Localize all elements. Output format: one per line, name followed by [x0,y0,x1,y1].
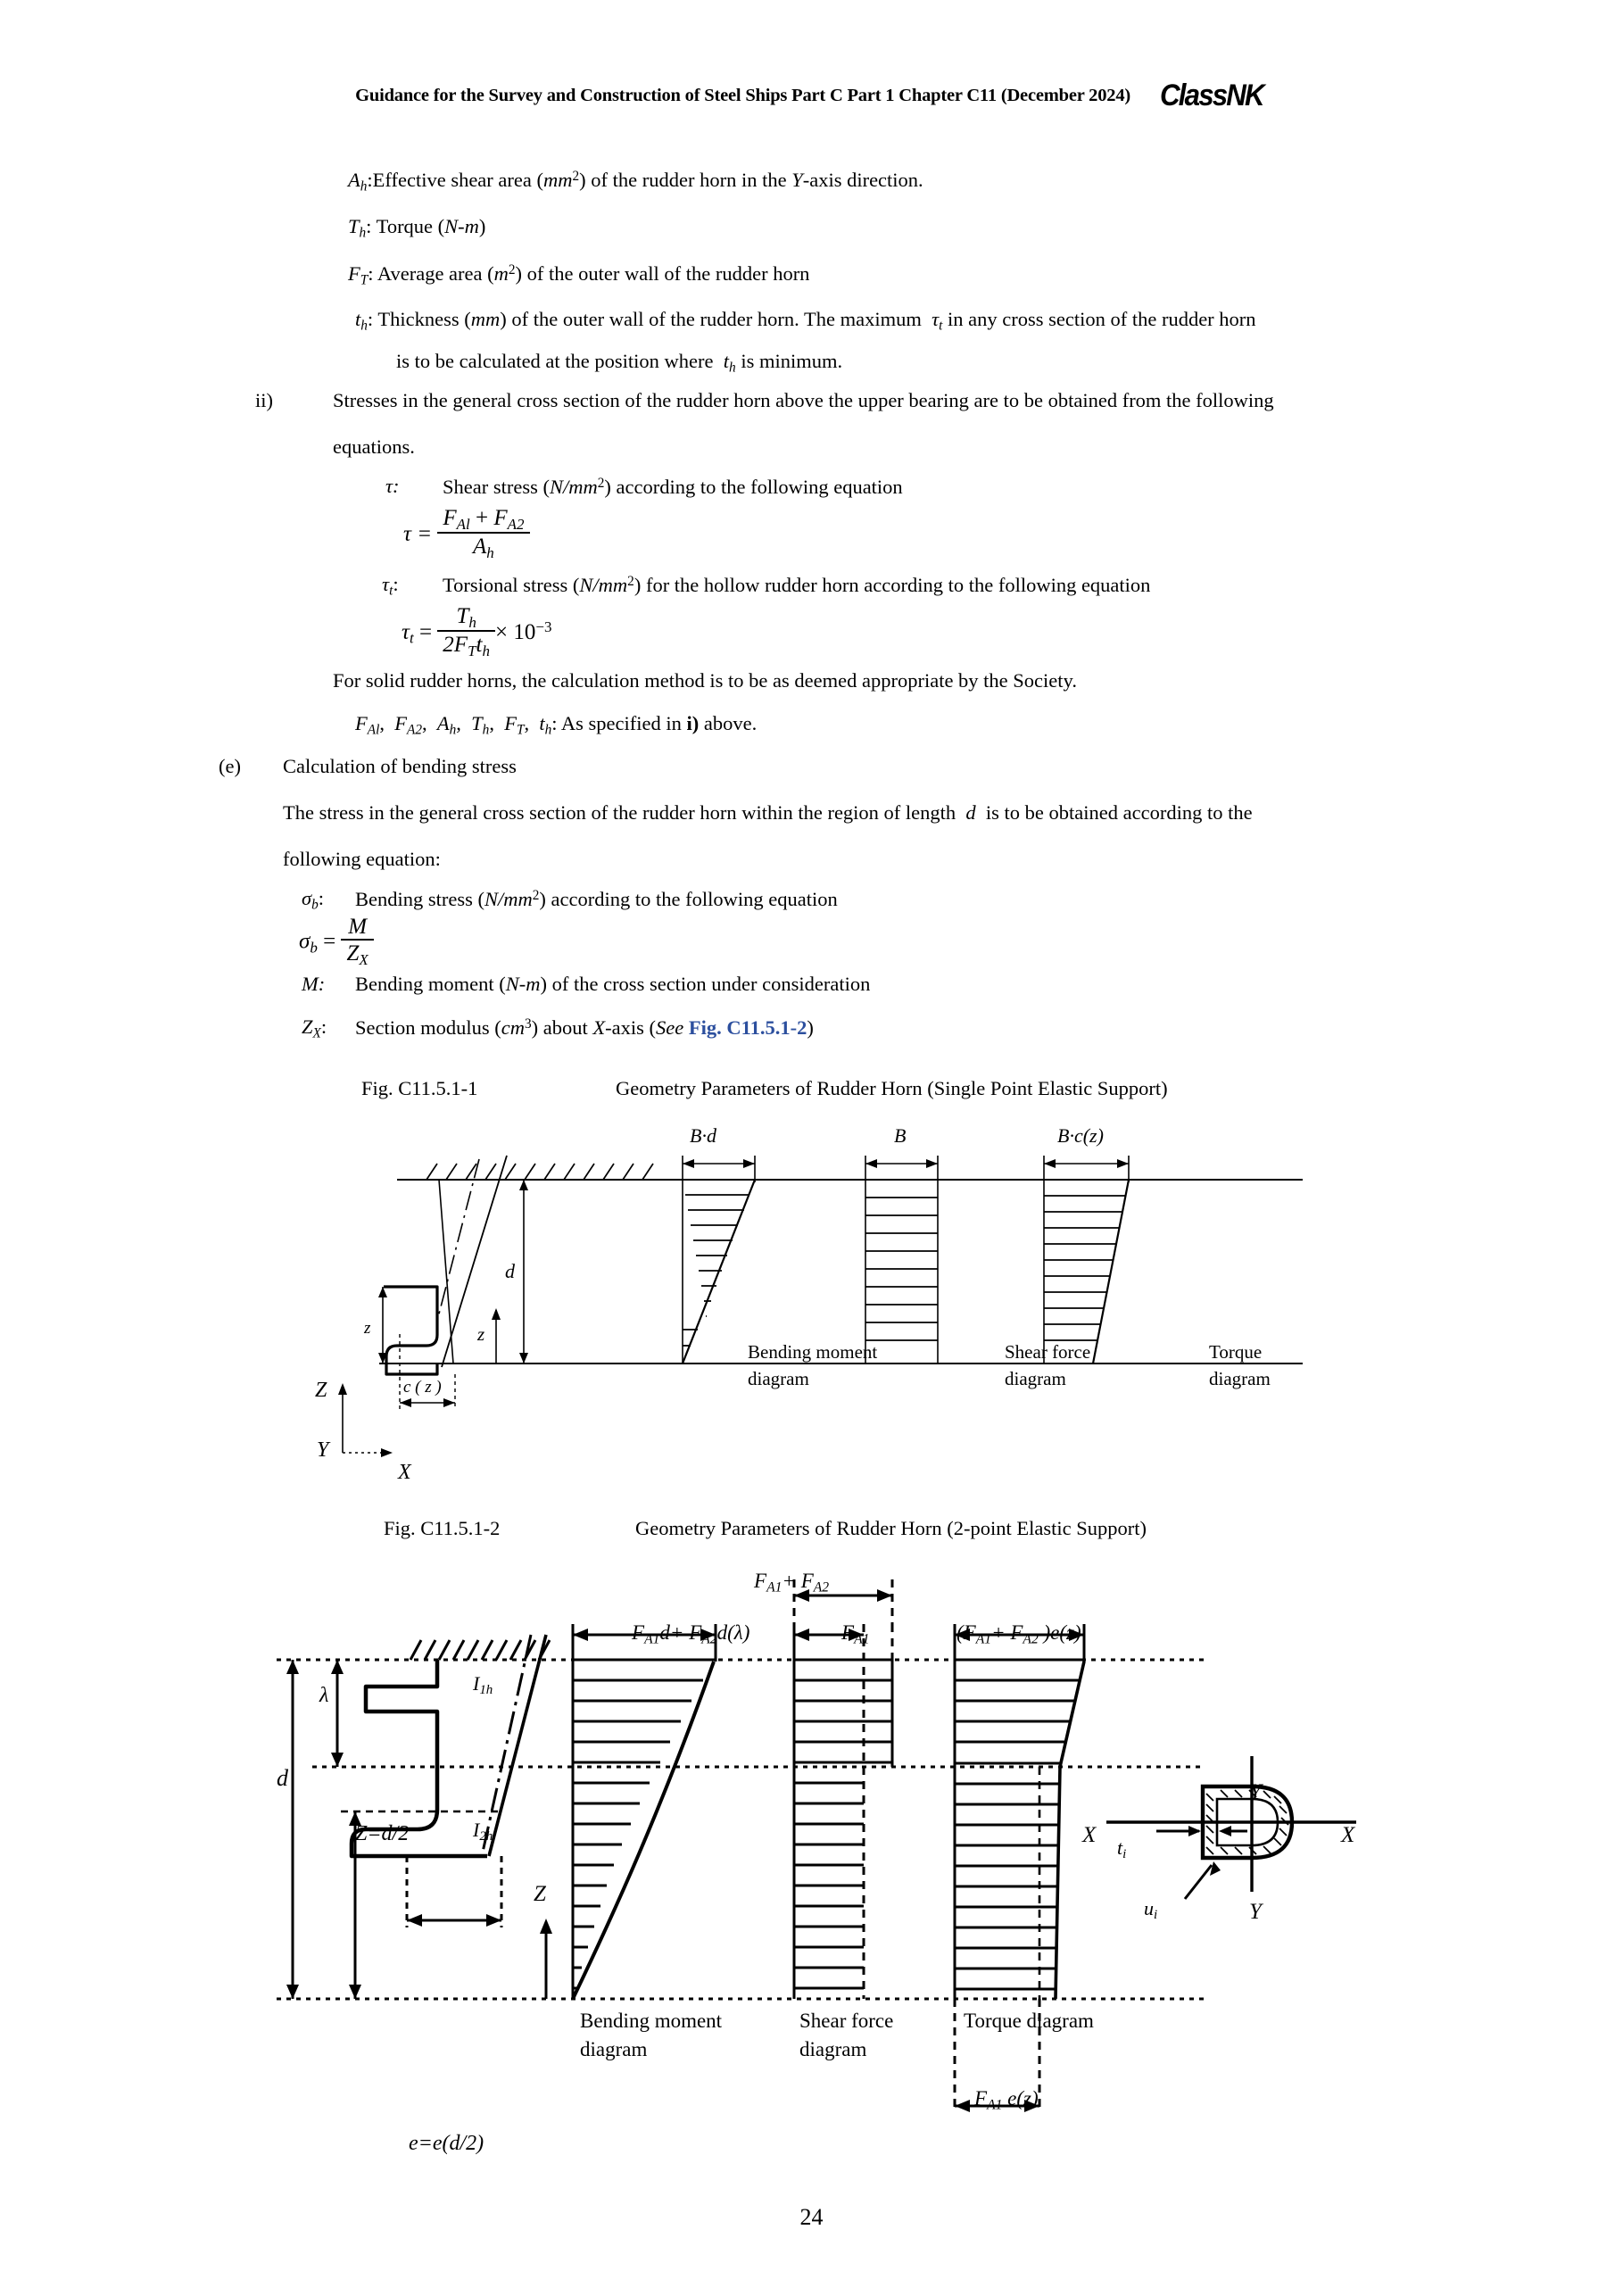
item-e-line1: The stress in the general cross section of the rudder horn within the region of length d is to be obtained according to the [283,801,1253,824]
figure2-bending-label: Bending moment [580,2010,723,2032]
figure2-label-bending-top: $F_{A1}d+ F_{A2}d(\lambda)$ [632,1621,750,1647]
figure1-label-z-mid: z [477,1323,485,1345]
figure1-number: Fig. C11.5.1-1 [361,1077,478,1099]
figure1-label-cz: c ( z ) [403,1378,442,1397]
item-e-line2: following equation: [283,848,441,870]
figure2-caption: Geometry Parameters of Rudder Horn (2-point Elastic Support) [635,1517,1147,1539]
figure1-label-bcz: B·c(z) [1057,1124,1104,1147]
equation-tau-t: $\tau_t$ = $\frac{T_h}{2F_Tt_h}$ × $10^{-3}$ [402,603,552,659]
figure2-label-i2h: $I_{2h}$ [473,1819,493,1844]
tau-description: Shear stress $(N/mm^2)$ according to the following equation [443,476,903,499]
figure1-bending-label: Bending moment [748,1341,878,1363]
figure1-torque-label2: diagram [1209,1368,1271,1389]
figure2-label-e: e=e(d/2) [409,2132,484,2155]
classnk-logo: ClassNK [1160,79,1263,112]
figure-link[interactable]: Fig. C11.5.1-2 [688,1016,807,1040]
figure2-label-ui: $u_i$ [1144,1897,1158,1923]
item-ii-line1: Stresses in the general cross section of the rudder horn above the upper bearing are to be obtained from the following [333,389,1274,411]
figure1-torque-label: Torque [1209,1341,1263,1363]
definition-th-thickness: $t_h$: Thickness (mm) of the outer wall of the rudder horn. The maximum $\tau_t$ in any cross section of the rudder horn [355,308,1256,334]
definition-ft: $F_T$: Average area $(m^2)$ of the outer wall of the rudder horn [348,262,810,288]
figure1-axis-y: Y [317,1438,329,1462]
sigma-b-marker: $\sigma_b$: [302,887,325,913]
figure1-axis-triad [312,1374,428,1472]
figure2-label-z-eq-d2: Z=d/2 [355,1822,410,1845]
figure2-axis-x-right: X [1341,1823,1355,1847]
zx-description: Section modulus $(cm^3)$ about X-axis (See Fig. C11.5.1-2) [355,1016,814,1040]
figure2-number: Fig. C11.5.1-2 [384,1517,501,1539]
item-ii-line2: equations. [333,435,415,458]
figure2-label-ti: $t_i$ [1117,1836,1127,1862]
tau-marker: τ: [385,475,400,497]
figure2-shear-label2: diagram [799,2038,867,2060]
header-title: Guidance for the Survey and Construction of Steel Ships Part C Part 1 Chapter C11 (December 2024) [355,86,1131,105]
figure1-label-bd: B·d [690,1124,716,1147]
solid-rudder-note: For solid rudder horns, the calculation method is to be as deemed appropriate by the Society. [333,669,1077,692]
figure2-axis-y-bottom: Y [1249,1900,1262,1924]
tau-t-description: Torsional stress $(N/mm^2)$ for the hollow rudder horn according to the following equation [443,574,1151,597]
figure2-bending-label2: diagram [580,2038,648,2060]
figure1-label-d: d [505,1260,515,1282]
figure2-label-fa1: $F_{A1}$ [841,1621,870,1647]
figure2-label-d: d [277,1765,288,1791]
figure2-label-lambda: λ [319,1684,329,1707]
sigma-b-description: Bending stress $(N/mm^2)$ according to the following equation [355,888,838,911]
figure1-label-b: B [894,1124,907,1147]
page-header [0,79,1623,113]
equation-sigma-b: $\sigma_b$ = $\frac{M}{Z_X}$ [299,917,374,969]
figure1-shear-label2: diagram [1005,1368,1066,1389]
figure1-bending-label2: diagram [748,1368,809,1389]
definition-th: $T_h$: Torque (N-m) [348,215,486,241]
item-e-label: Calculation of bending stress [283,755,517,777]
figure2-axis-x-left: X [1082,1823,1097,1847]
figure1-shear-label: Shear force [1005,1341,1091,1363]
figure1-label-z-left: z [364,1319,371,1338]
m-description: Bending moment (N-m) of the cross section under consideration [355,973,871,995]
figure1-axis-x: X [398,1461,411,1484]
as-specified-line: $F_{Al}$, $F_{A2}$, $A_h$, $T_h$, $F_T$, $t_h$: As specified in i) above. [355,712,758,738]
figure2-label-i1h: $I_{1h}$ [473,1672,493,1698]
figure1-graphic [294,1115,1365,1490]
figure2-torque-label: Torque diagram [964,2010,1094,2032]
list-marker-ii: ii) [255,389,273,411]
page-number: 24 [799,2204,824,2230]
figure2-label-z: Z [534,1882,546,1906]
figure2-label-fa1ez: $F_{A1}$ e(z) [974,2087,1039,2113]
figure2-graphic [259,1588,1419,2177]
figure2-label-fa1-fa2: $F_{A1}+ F_{A2}$ [754,1570,830,1596]
m-marker: M: [302,973,326,995]
equation-tau: τ = $\frac{F_{Al} + F_{A2}}{A_h}$ [403,509,530,563]
figure2-shear-label: Shear force [799,2010,894,2032]
figure2-axis-y-top: Y [1249,1780,1262,1804]
zx-marker: $Z_X$: [302,1015,327,1041]
list-marker-e: (e) [219,755,241,777]
definition-th-thickness-line2: is to be calculated at the position where $t_h$ is minimum. [396,350,843,376]
figure1-axis-z: Z [315,1379,327,1402]
figure2-label-torque-top: ($F_{A1}+ F_{A2}$ )e(z) [956,1621,1081,1647]
definition-ah: $A_h:Effective$ shear area $(mm^2)$ of the rudder horn in the Y-axis direction. [348,169,923,195]
tau-t-marker: $\tau_t$: [382,573,399,599]
figure1-caption: Geometry Parameters of Rudder Horn (Single Point Elastic Support) [616,1077,1168,1099]
